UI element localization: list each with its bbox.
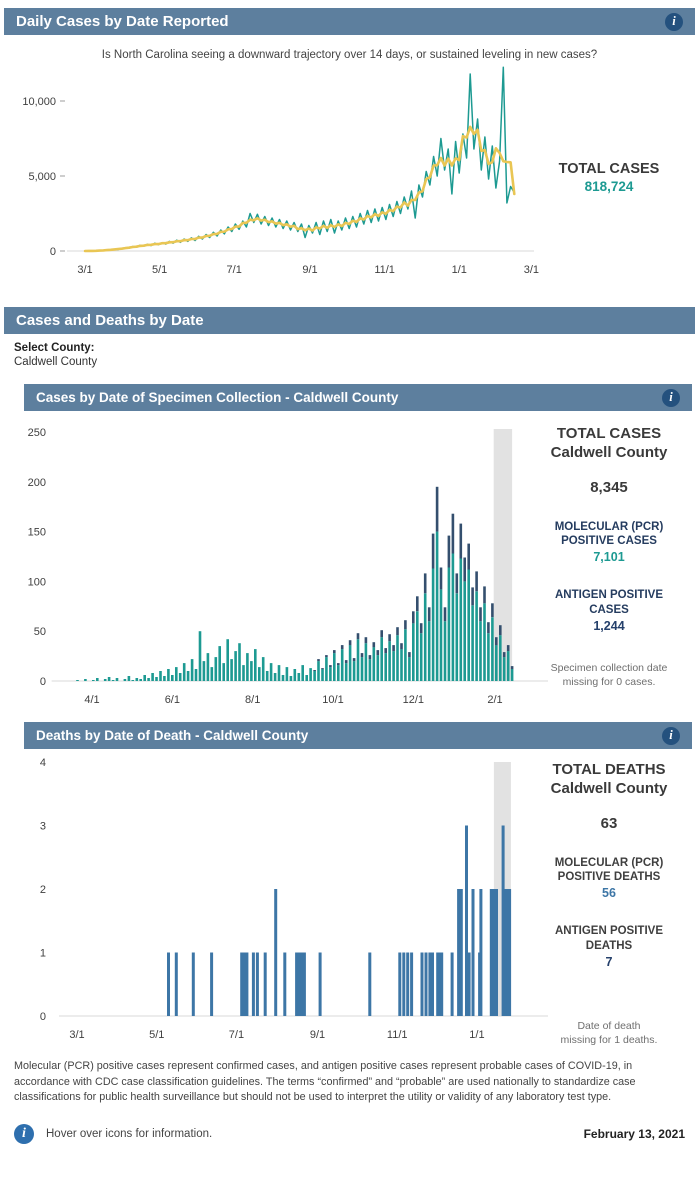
pcr-case-bar — [151, 673, 154, 681]
deaths-header — [24, 722, 692, 749]
death-bar — [502, 826, 505, 1017]
x-tick-label: 3/1 — [77, 264, 93, 276]
antigen-case-bar — [507, 645, 510, 651]
death-bar — [264, 953, 267, 1017]
x-tick-label: 4/1 — [84, 694, 100, 706]
death-bar — [319, 953, 322, 1017]
info-icon[interactable]: i — [662, 727, 680, 745]
pcr-case-bar — [230, 659, 233, 681]
pcr-case-bar — [313, 671, 316, 681]
x-tick-label: 9/1 — [309, 1029, 326, 1041]
x-tick-label: 6/1 — [164, 694, 180, 706]
antigen-case-bar — [412, 611, 415, 623]
pcr-case-bar — [456, 593, 459, 681]
pcr-deaths-label-2: POSITIVE DEATHS — [557, 871, 661, 884]
daily-cases-title: Daily Cases by Date Reported — [16, 13, 229, 30]
pcr-case-bar — [112, 680, 115, 681]
death-bar — [368, 953, 371, 1017]
specimen-note-2: missing for 0 cases. — [562, 676, 656, 689]
y-tick-label: 0 — [39, 676, 46, 688]
antigen-case-bar — [511, 666, 514, 669]
death-bar — [490, 889, 493, 1016]
antigen-case-bar — [321, 668, 324, 669]
pcr-case-bar — [278, 665, 281, 681]
pcr-case-bar — [309, 668, 312, 681]
death-bar — [468, 953, 471, 1017]
antigen-case-bar — [388, 634, 391, 641]
death-bar — [436, 953, 439, 1017]
death-bar — [192, 953, 195, 1017]
pcr-case-bar — [199, 631, 202, 681]
county-total-cases-label: TOTAL CASES — [556, 425, 662, 442]
death-bar — [245, 953, 248, 1017]
pcr-case-bar — [388, 641, 391, 681]
hover-note: Hover over icons for information. — [46, 1127, 213, 1140]
death-bar — [240, 953, 243, 1017]
county-select[interactable]: Caldwell County — [14, 356, 98, 368]
antigen-deaths-label-2: DEATHS — [585, 940, 633, 953]
x-tick-label: 2/1 — [487, 694, 503, 706]
moving-average-line — [85, 127, 514, 251]
deaths-chart-area — [0, 749, 699, 1047]
pcr-case-bar — [246, 653, 249, 681]
pcr-case-bar — [436, 532, 439, 681]
pcr-case-bar — [475, 591, 478, 681]
pcr-case-bar — [487, 633, 490, 681]
death-bar — [410, 953, 413, 1017]
x-tick-label: 12/1 — [402, 694, 425, 706]
pcr-case-bar — [104, 679, 107, 681]
pcr-case-bar — [282, 675, 285, 681]
antigen-case-bar — [365, 637, 368, 643]
pcr-case-bar — [377, 655, 380, 681]
pcr-case-bar — [317, 661, 320, 681]
y-tick-label: 0 — [39, 1011, 46, 1023]
antigen-case-bar — [456, 573, 459, 593]
death-bar — [295, 953, 298, 1017]
pcr-case-bar — [392, 651, 395, 681]
antigen-case-bar — [345, 660, 348, 663]
specimen-note-1: Specimen collection date — [550, 662, 668, 674]
antigen-case-bar — [317, 659, 320, 661]
pcr-case-bar — [290, 676, 293, 681]
county-select-block — [14, 342, 699, 368]
total-deaths-value: 63 — [600, 814, 618, 832]
x-tick-label: 1/1 — [469, 1029, 485, 1041]
pcr-case-bar — [116, 678, 119, 681]
y-tick-label: 1 — [39, 947, 46, 960]
pcr-case-bar — [250, 661, 253, 681]
pcr-case-bar — [499, 635, 502, 681]
death-bar — [210, 953, 213, 1017]
pcr-case-bar — [471, 605, 474, 681]
death-bar — [451, 953, 454, 1017]
antigen-case-bar — [400, 643, 403, 649]
pcr-cases-label-1: MOLECULAR (PCR) — [554, 520, 664, 533]
death-bar — [479, 889, 482, 1016]
death-bar — [406, 953, 409, 1017]
pcr-case-bar — [361, 657, 364, 681]
antigen-case-bar — [408, 652, 411, 657]
death-bar — [428, 953, 431, 1017]
y-tick-label: 250 — [27, 427, 46, 439]
specimen-cases-title: Cases by Date of Specimen Collection - Caldwell County — [36, 390, 399, 405]
pcr-case-bar — [384, 653, 387, 681]
pcr-case-bar — [333, 653, 336, 681]
pcr-case-bar — [234, 651, 237, 681]
x-tick-label: 11/1 — [386, 1029, 408, 1041]
pcr-case-bar — [491, 617, 494, 681]
pcr-case-bar — [262, 657, 265, 681]
antigen-case-bar — [428, 607, 431, 621]
antigen-case-bar — [329, 665, 332, 667]
info-icon[interactable]: i — [14, 1124, 34, 1144]
pcr-case-bar — [305, 675, 308, 681]
total-cases-stats — [525, 161, 693, 194]
pcr-deaths-label-1: MOLECULAR (PCR) — [554, 856, 664, 869]
pcr-case-bar — [503, 657, 506, 681]
deaths-title: Deaths by Date of Death - Caldwell County — [36, 728, 309, 743]
antigen-case-bar — [448, 536, 451, 568]
pcr-case-bar — [254, 649, 257, 681]
death-bar — [402, 953, 405, 1017]
pcr-case-bar — [463, 581, 466, 681]
cases-deaths-title: Cases and Deaths by Date — [16, 312, 204, 329]
caldwell-cases-stats — [525, 425, 693, 689]
death-bar — [508, 889, 511, 1016]
death-bar — [492, 889, 495, 1016]
pcr-case-bar — [369, 659, 372, 681]
pcr-case-bar — [175, 667, 178, 681]
death-bar — [421, 953, 424, 1017]
pcr-case-bar — [452, 554, 455, 682]
total-deaths-label: TOTAL DEATHS — [552, 761, 666, 778]
y-tick-label: 200 — [27, 476, 46, 489]
pcr-case-bar — [440, 589, 443, 681]
county-total-cases-value: 8,345 — [590, 478, 628, 496]
pcr-case-bar — [222, 663, 225, 681]
pcr-case-bar — [258, 667, 261, 681]
pcr-case-bar — [266, 671, 269, 681]
antigen-cases-label-1: ANTIGEN POSITIVE — [555, 589, 663, 602]
antigen-case-bar — [499, 625, 502, 635]
select-county-label: Select County: — [14, 342, 95, 354]
pcr-case-bar — [444, 621, 447, 681]
pcr-case-bar — [147, 678, 150, 681]
daily-cases-header — [4, 8, 695, 35]
x-tick-label: 7/1 — [228, 1029, 245, 1041]
antigen-case-bar — [503, 652, 506, 657]
x-tick-label: 8/1 — [245, 694, 261, 706]
total-cases-label: TOTAL CASES — [558, 161, 660, 177]
death-date-note-2: missing for 1 deaths. — [560, 1034, 658, 1047]
antigen-deaths-value: 7 — [605, 955, 613, 970]
pcr-case-bar — [108, 677, 111, 681]
pcr-case-bar — [76, 680, 79, 681]
pcr-case-bar — [396, 635, 399, 681]
pcr-case-bar — [353, 661, 356, 681]
pcr-case-bar — [242, 665, 245, 681]
bottom-bar — [14, 1124, 685, 1144]
death-date-note-1: Date of death — [577, 1020, 641, 1032]
pcr-case-bar — [479, 621, 482, 681]
pcr-case-bar — [191, 659, 194, 681]
death-bar — [298, 953, 301, 1017]
x-tick-label: 1/1 — [451, 264, 467, 276]
x-tick-label: 9/1 — [302, 264, 318, 276]
pcr-case-bar — [270, 663, 273, 681]
antigen-case-bar — [495, 637, 498, 645]
antigen-case-bar — [380, 630, 383, 637]
cases-deaths-header — [4, 307, 695, 334]
y-tick-label: 150 — [27, 526, 46, 539]
antigen-case-bar — [463, 558, 466, 582]
antigen-case-bar — [392, 645, 395, 651]
pcr-case-bar — [139, 679, 142, 681]
pcr-case-bar — [226, 639, 229, 681]
death-bar — [252, 953, 255, 1017]
antigen-case-bar — [424, 573, 427, 593]
antigen-case-bar — [444, 607, 447, 621]
pcr-case-bar — [408, 657, 411, 681]
antigen-case-bar — [325, 655, 328, 657]
pcr-case-bar — [380, 637, 383, 681]
y-tick-label: 2 — [39, 884, 46, 896]
daily-cases-chart-area — [0, 61, 699, 293]
pcr-case-bar — [337, 665, 340, 681]
death-bar — [274, 889, 277, 1016]
classification-disclaimer: Molecular (PCR) positive cases represent confirmed cases, and antigen positive cases represent probable cases of COVID-19, in accordance with CDC case classification guidelines. The terms “confirmed” and “probable” are used nationally to standardize case classifications for public health surveillance but should not be used to interpret the utility or validity of any laboratory test type. — [14, 1060, 636, 1104]
pcr-case-bar — [124, 679, 127, 681]
death-bar — [256, 953, 259, 1017]
antigen-case-bar — [357, 633, 360, 639]
pcr-case-bar — [195, 669, 198, 681]
x-tick-label: 7/1 — [226, 264, 242, 276]
antigen-case-bar — [479, 607, 482, 621]
pcr-case-bar — [349, 645, 352, 681]
pcr-case-bar — [341, 649, 344, 681]
pcr-case-bar — [84, 679, 87, 681]
specimen-cases-chart-area — [0, 411, 699, 708]
pcr-case-bar — [218, 646, 221, 681]
antigen-case-bar — [467, 544, 470, 570]
antigen-case-bar — [416, 596, 419, 611]
pcr-case-bar — [448, 568, 451, 682]
death-bar — [431, 953, 434, 1017]
y-tick-label: 5,000 — [28, 171, 56, 183]
pcr-case-bar — [357, 639, 360, 681]
antigen-case-bar — [475, 571, 478, 591]
pcr-case-bar — [373, 647, 376, 681]
pcr-case-bar — [143, 675, 146, 681]
pcr-case-bar — [211, 667, 214, 681]
antigen-case-bar — [384, 648, 387, 653]
antigen-case-bar — [487, 622, 490, 633]
antigen-case-bar — [404, 620, 407, 629]
death-bar — [472, 889, 475, 1016]
pcr-cases-label-2: POSITIVE CASES — [561, 535, 657, 548]
death-bar — [440, 953, 443, 1017]
antigen-case-bar — [349, 640, 352, 645]
death-bar — [460, 889, 463, 1016]
antigen-deaths-label-1: ANTIGEN POSITIVE — [555, 925, 663, 938]
y-tick-label: 0 — [49, 246, 56, 258]
death-bar — [398, 953, 401, 1017]
pcr-cases-value: 7,101 — [593, 550, 625, 565]
pcr-case-bar — [365, 643, 368, 681]
pcr-case-bar — [96, 678, 99, 681]
antigen-case-bar — [471, 587, 474, 605]
pcr-case-bar — [325, 657, 328, 681]
antigen-case-bar — [440, 568, 443, 590]
pcr-case-bar — [294, 669, 297, 681]
y-tick-label: 3 — [39, 820, 46, 833]
antigen-cases-label-2: CASES — [589, 604, 629, 617]
antigen-case-bar — [420, 623, 423, 633]
pcr-case-bar — [345, 663, 348, 681]
pcr-case-bar — [400, 649, 403, 681]
x-tick-label: 5/1 — [149, 1029, 165, 1041]
caldwell-deaths-stats — [525, 761, 693, 1047]
antigen-case-bar — [377, 650, 380, 655]
pcr-case-bar — [215, 657, 218, 681]
pcr-case-bar — [187, 671, 190, 681]
report-date: February 13, 2021 — [583, 1126, 685, 1141]
pcr-case-bar — [507, 651, 510, 681]
y-tick-label: 4 — [39, 757, 46, 769]
pcr-case-bar — [467, 569, 470, 681]
pcr-case-bar — [416, 611, 419, 681]
pcr-case-bar — [424, 593, 427, 681]
antigen-case-bar — [396, 627, 399, 635]
pcr-case-bar — [301, 665, 304, 681]
x-tick-label: 3/1 — [523, 264, 540, 276]
pcr-case-bar — [420, 633, 423, 681]
antigen-case-bar — [361, 653, 364, 657]
info-icon[interactable]: i — [665, 13, 683, 31]
death-bar — [243, 953, 246, 1017]
death-bar — [300, 953, 303, 1017]
y-tick-label: 50 — [33, 626, 46, 639]
pcr-case-bar — [136, 678, 139, 681]
pcr-case-bar — [404, 629, 407, 681]
pcr-case-bar — [511, 669, 514, 681]
death-bar — [283, 953, 286, 1017]
pcr-case-bar — [329, 667, 332, 681]
death-bar — [167, 953, 170, 1017]
pcr-case-bar — [132, 680, 135, 681]
total-cases-value: 818,724 — [584, 179, 634, 194]
pcr-case-bar — [238, 643, 241, 681]
x-tick-label: 10/1 — [322, 694, 344, 706]
antigen-case-bar — [436, 487, 439, 532]
pcr-deaths-value: 56 — [602, 886, 616, 901]
county-name: Caldwell County — [550, 779, 668, 797]
pcr-case-bar — [412, 623, 415, 681]
trajectory-question: Is North Carolina seeing a downward trajectory over 14 days, or sustained leveling in new cases? — [101, 49, 598, 61]
pcr-case-bar — [163, 676, 166, 681]
pcr-case-bar — [460, 559, 463, 682]
x-tick-label: 5/1 — [151, 264, 168, 276]
antigen-case-bar — [491, 603, 494, 617]
antigen-cases-value: 1,244 — [593, 619, 625, 634]
x-tick-label: 11/1 — [374, 264, 395, 276]
pcr-case-bar — [321, 669, 324, 681]
death-bar — [303, 953, 306, 1017]
pcr-case-bar — [274, 673, 277, 681]
antigen-case-bar — [337, 663, 340, 665]
y-tick-label: 10,000 — [22, 96, 56, 108]
death-bar — [425, 953, 428, 1017]
info-icon[interactable]: i — [662, 389, 680, 407]
pcr-case-bar — [183, 663, 186, 681]
death-bar — [495, 889, 498, 1016]
pcr-case-bar — [179, 673, 182, 681]
antigen-case-bar — [353, 658, 356, 661]
pcr-case-bar — [203, 661, 206, 681]
y-tick-label: 100 — [27, 576, 46, 589]
pcr-case-bar — [159, 671, 162, 681]
antigen-case-bar — [460, 524, 463, 559]
pcr-case-bar — [128, 676, 131, 681]
antigen-case-bar — [452, 514, 455, 554]
pcr-case-bar — [483, 603, 486, 681]
pcr-case-bar — [92, 680, 95, 681]
pcr-case-bar — [155, 677, 158, 681]
death-bar — [465, 826, 468, 1017]
pcr-case-bar — [432, 569, 435, 682]
pcr-case-bar — [171, 675, 174, 681]
county-name: Caldwell County — [550, 443, 668, 461]
antigen-case-bar — [373, 642, 376, 647]
antigen-case-bar — [483, 586, 486, 603]
x-tick-label: 3/1 — [69, 1029, 85, 1041]
antigen-case-bar — [369, 655, 372, 659]
antigen-case-bar — [333, 650, 336, 653]
pcr-case-bar — [298, 673, 301, 681]
pcr-case-bar — [286, 667, 289, 681]
pcr-case-bar — [167, 669, 170, 681]
pcr-case-bar — [495, 645, 498, 681]
death-bar — [175, 953, 178, 1017]
specimen-cases-header — [24, 384, 692, 411]
antigen-case-bar — [432, 534, 435, 569]
antigen-case-bar — [313, 670, 316, 671]
pcr-case-bar — [207, 653, 210, 681]
antigen-case-bar — [341, 645, 344, 649]
pcr-case-bar — [428, 621, 431, 681]
